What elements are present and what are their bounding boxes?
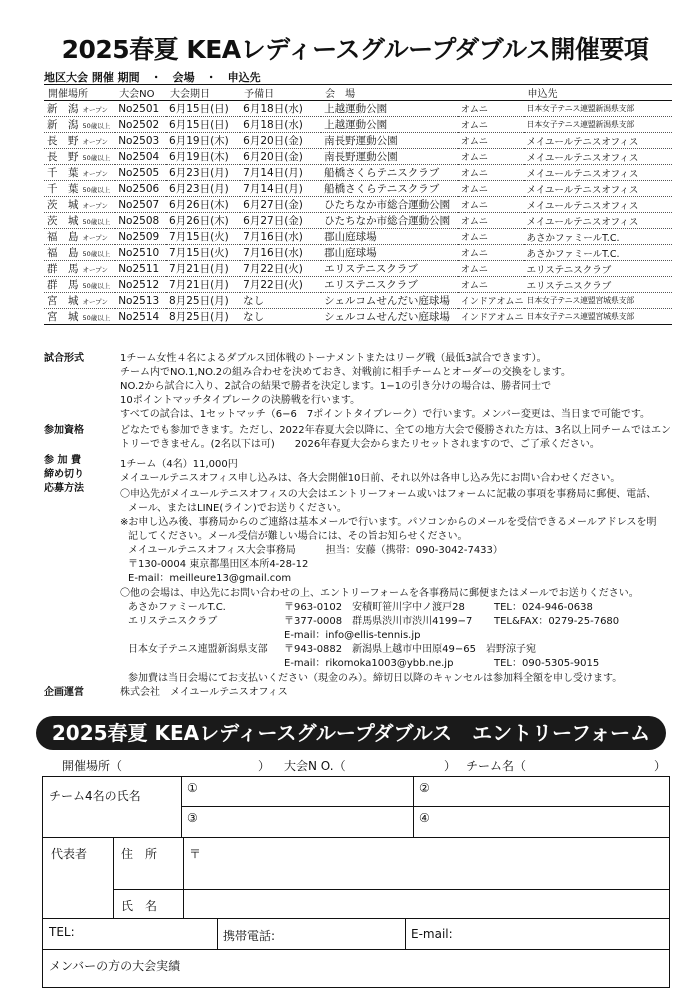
reserve-date-cell: 6月27日(金) xyxy=(240,197,321,213)
divider xyxy=(413,777,414,837)
eligibility-line: トリーできません。(2名以下は可) 2026年春夏大会からまたリセットされますので、ご了承ください。 xyxy=(120,439,600,450)
contact-email: E-mail：rikomoka1003@ybb.ne.jp xyxy=(284,658,454,669)
contact-email: E-mail：info@ellis-tennis.jp xyxy=(284,630,421,641)
method-line: 〇他の会場は、申込先にお問い合わせの上、エントリーフォームを各事務局に郵便またはメールでお送りください。 xyxy=(120,588,639,599)
entry-form-grid xyxy=(42,776,670,988)
divider xyxy=(43,918,669,919)
member-3-field[interactable]: ③ xyxy=(187,811,198,825)
venue-cell: エリステニスクラブ xyxy=(321,277,458,293)
method-line: 〇申込先がメイユールテニスオフィスの大会はエントリーフォーム或いはフォームに記載の事項を事務局に郵便、電話、 xyxy=(120,489,657,500)
table-row xyxy=(44,117,672,133)
header-place: 開催場所 xyxy=(44,85,115,101)
table-row xyxy=(44,229,672,245)
reserve-date-cell: 7月16日(水) xyxy=(240,229,321,245)
date-cell: 6月15日(日) xyxy=(166,117,240,133)
place-cell xyxy=(44,165,115,181)
member-4-field[interactable]: ④ xyxy=(419,811,430,825)
record-field[interactable] xyxy=(203,953,663,983)
place-name: 福 島 xyxy=(47,247,79,259)
surface-cell: インドアオムニ xyxy=(458,309,524,325)
place-name: 宮 城 xyxy=(47,295,79,307)
deadline-label: 締め切り xyxy=(44,469,84,480)
reserve-date-cell: 6月18日(水) xyxy=(240,117,321,133)
table-row xyxy=(44,197,672,213)
venue-cell: 南長野運動公園 xyxy=(321,133,458,149)
surface-cell: オムニ xyxy=(458,149,524,165)
applicant-cell: エリステニスクラブ xyxy=(524,261,673,277)
divider xyxy=(43,837,669,838)
place-cell xyxy=(44,277,115,293)
fee-label: 参 加 費 xyxy=(44,455,81,466)
header-applicant: 申込先 xyxy=(524,85,673,101)
divider xyxy=(183,837,184,918)
event-no-cell: No2509 xyxy=(115,229,166,245)
venue-cell: エリステニスクラブ xyxy=(321,261,458,277)
place-name: 長 野 xyxy=(47,151,79,163)
place-name: 新 潟 xyxy=(47,103,79,115)
contact-address: 〒963-0102 安積町笹川字中ノ渡戸28 xyxy=(284,602,465,613)
date-cell: 6月26日(木) xyxy=(166,197,240,213)
venue-label: 開催場所（ xyxy=(62,759,123,773)
entry-form-banner: 2025春夏 KEAレディースグループダブルス エントリーフォーム xyxy=(36,716,666,750)
divider xyxy=(113,889,669,890)
date-cell: 8月25日(月) xyxy=(166,293,240,309)
place-cell xyxy=(44,245,115,261)
rep-name-label: 氏 名 xyxy=(121,899,158,913)
event-no-cell: No2506 xyxy=(115,181,166,197)
method-line: メール、またはLINE(ライン)でお送りください。 xyxy=(128,503,347,514)
contact-name: 日本女子テニス連盟新潟県支部 xyxy=(128,644,268,655)
contact-tel: TEL：090-5305-9015 xyxy=(494,658,600,669)
date-cell: 7月21日(月) xyxy=(166,261,240,277)
table-row xyxy=(44,181,672,197)
category-tag: 50歳以上 xyxy=(82,186,111,194)
place-cell xyxy=(44,197,115,213)
organizer-label: 企画運営 xyxy=(44,687,84,698)
header-venue: 会 場 xyxy=(321,85,458,101)
format-line: すべての試合は、1セットマッチ（6−6 7ポイントタイブレーク）で行います。メンバー変更は、当日まで可能です。 xyxy=(120,409,651,420)
event-no-cell: No2513 xyxy=(115,293,166,309)
section-subtitle: 地区大会 開催 期間 ・ 会場 ・ 申込先 xyxy=(44,71,261,84)
email-field[interactable] xyxy=(467,922,663,944)
place-name: 群 馬 xyxy=(47,263,79,275)
contact-name: エリステニスクラブ xyxy=(128,616,218,627)
event-no-label: 大会N O.（ xyxy=(284,759,346,773)
date-cell: 6月23日(月) xyxy=(166,165,240,181)
date-cell: 6月15日(日) xyxy=(166,101,240,117)
venue-cell: 上越運動公園 xyxy=(321,117,458,133)
payment-note: 参加費は当日会場にてお支払いください（現金のみ）。締切日以降のキャンセルは参加料全額を申し受けます。 xyxy=(128,673,623,684)
contact-name: あさかファミールT.C. xyxy=(128,602,226,613)
applicant-cell: メイユールテニスオフィス xyxy=(524,213,673,229)
divider xyxy=(217,918,218,949)
reserve-date-cell: 7月22日(火) xyxy=(240,277,321,293)
event-no-cell: No2505 xyxy=(115,165,166,181)
divider xyxy=(181,806,669,807)
surface-cell: オムニ xyxy=(458,117,524,133)
place-name: 茨 城 xyxy=(47,199,79,211)
table-row xyxy=(44,309,672,325)
place-cell xyxy=(44,213,115,229)
category-tag: 50歳以上 xyxy=(82,218,111,226)
contact-address: 〒377-0008 群馬県渋川市渋川4199−7 xyxy=(284,616,473,627)
place-name: 長 野 xyxy=(47,135,79,147)
place-cell xyxy=(44,309,115,325)
format-line: チーム内でNO.1,NO.2の組み合わせを決めておき、対戦前に相手チームとオーダーの交換をします。 xyxy=(120,367,571,378)
applicant-cell: 日本女子テニス連盟新潟県支部 xyxy=(524,117,673,133)
category-tag: オープン xyxy=(82,170,108,178)
surface-cell: インドアオムニ xyxy=(458,293,524,309)
method-label: 応募方法 xyxy=(44,483,84,494)
format-line: NO.2から試合に入り、2試合の結果で勝者を決定します。1−1の引き分けの場合は、勝者同士で xyxy=(120,381,552,392)
contact-tel: TEL&FAX：0279-25-7680 xyxy=(494,616,620,627)
method-line: E-mail：meilleure13@gmail.com xyxy=(128,573,292,584)
table-row xyxy=(44,101,672,117)
header-no: 大会NO xyxy=(115,85,166,101)
applicant-cell: エリステニスクラブ xyxy=(524,277,673,293)
place-name: 群 馬 xyxy=(47,279,79,291)
table-row xyxy=(44,261,672,277)
format-line: 10ポイントマッチタイブレークの決勝戦を行います。 xyxy=(120,395,361,406)
format-line: 1チーム女性４名によるダブルス団体戦のトーナメントまたはリーグ戦（最低3試合できます）。 xyxy=(120,353,547,364)
table-row xyxy=(44,293,672,309)
table-row xyxy=(44,133,672,149)
venue-cell: ひたちなか市総合運動公園 xyxy=(321,197,458,213)
event-no-close: ） xyxy=(444,759,457,773)
category-tag: 50歳以上 xyxy=(82,250,111,258)
reserve-date-cell: 7月14日(月) xyxy=(240,165,321,181)
event-no-cell: No2510 xyxy=(115,245,166,261)
divider xyxy=(405,918,406,949)
surface-cell: オムニ xyxy=(458,181,524,197)
team-input[interactable] xyxy=(542,757,652,771)
place-cell xyxy=(44,293,115,309)
contact-address: 〒943-0882 新潟県上越市中田原49−65 岩野涼子宛 xyxy=(284,644,536,655)
method-line: ※お申し込み後、事務局からのご連絡は基本メールで行います。パソコンからのメールを受信できるメールアドレスを明 xyxy=(120,517,657,528)
reserve-date-cell: 7月14日(月) xyxy=(240,181,321,197)
page-title: 2025春夏 KEAレディースグループダブルス開催要項 xyxy=(61,35,649,64)
applicant-cell: メイユールテニスオフィス xyxy=(524,197,673,213)
surface-cell: オムニ xyxy=(458,229,524,245)
team-label: チーム名（ xyxy=(466,759,527,773)
event-no-cell: No2508 xyxy=(115,213,166,229)
reserve-date-cell: 6月20日(金) xyxy=(240,149,321,165)
method-line: メイユールテニスオフィス大会事務局 担当：安藤（携帯：090-3042-7433） xyxy=(128,545,503,556)
email-label: E-mail: xyxy=(411,927,453,941)
tel-label: TEL: xyxy=(49,925,75,939)
table-row xyxy=(44,165,672,181)
category-tag: オープン xyxy=(82,106,108,114)
venue-cell: 南長野運動公園 xyxy=(321,149,458,165)
address-label: 住 所 xyxy=(121,847,158,861)
place-cell xyxy=(44,133,115,149)
deadline-text: メイユールテニスオフィス申し込みは、各大会開催10日前、それ以外は各申し込み先にお問い合わせください。 xyxy=(120,473,621,484)
date-cell: 6月19日(木) xyxy=(166,149,240,165)
venue-cell: シェルコムせんだい庭球場 xyxy=(321,309,458,325)
category-tag: 50歳以上 xyxy=(82,314,111,322)
place-name: 千 葉 xyxy=(47,167,79,179)
venue-cell: 郡山庭球場 xyxy=(321,229,458,245)
venue-cell: 郡山庭球場 xyxy=(321,245,458,261)
reserve-date-cell: 6月20日(金) xyxy=(240,133,321,149)
date-cell: 6月23日(月) xyxy=(166,181,240,197)
surface-cell: オムニ xyxy=(458,197,524,213)
surface-cell: オムニ xyxy=(458,133,524,149)
place-name: 茨 城 xyxy=(47,215,79,227)
eligibility-label: 参加資格 xyxy=(44,425,84,436)
place-name: 千 葉 xyxy=(47,183,79,195)
method-line: 記してください。メール受信が難しい場合には、その旨お知らせください。 xyxy=(128,531,468,542)
venue-cell: ひたちなか市総合運動公園 xyxy=(321,213,458,229)
date-cell: 7月15日(火) xyxy=(166,245,240,261)
event-no-cell: No2511 xyxy=(115,261,166,277)
place-cell xyxy=(44,261,115,277)
event-no-cell: No2514 xyxy=(115,309,166,325)
applicant-cell: メイユールテニスオフィス xyxy=(524,133,673,149)
date-cell: 7月21日(月) xyxy=(166,277,240,293)
category-tag: 50歳以上 xyxy=(82,282,111,290)
venue-cell: 船橋さくらテニスクラブ xyxy=(321,181,458,197)
fee-text: 1チーム（4名）11,000円 xyxy=(120,459,238,470)
place-cell xyxy=(44,101,115,117)
contact-tel: TEL：024-946-0638 xyxy=(494,602,593,613)
record-label: メンバーの方の大会実績 xyxy=(49,959,181,973)
reserve-date-cell: 7月22日(火) xyxy=(240,261,321,277)
event-no-cell: No2507 xyxy=(115,197,166,213)
mobile-field[interactable] xyxy=(291,922,399,944)
reserve-date-cell: 6月18日(水) xyxy=(240,101,321,117)
member-2-field[interactable]: ② xyxy=(419,781,430,795)
header-date: 大会期日 xyxy=(166,85,240,101)
category-tag: 50歳以上 xyxy=(82,154,111,162)
venue-cell: シェルコムせんだい庭球場 xyxy=(321,293,458,309)
event-no-cell: No2503 xyxy=(115,133,166,149)
event-no-cell: No2512 xyxy=(115,277,166,293)
rep-name-field[interactable] xyxy=(189,893,659,913)
date-cell: 7月15日(火) xyxy=(166,229,240,245)
place-cell xyxy=(44,117,115,133)
category-tag: オープン xyxy=(82,202,108,210)
surface-cell: オムニ xyxy=(458,213,524,229)
date-cell: 6月19日(木) xyxy=(166,133,240,149)
place-cell xyxy=(44,229,115,245)
event-no-cell: No2502 xyxy=(115,117,166,133)
divider xyxy=(43,949,669,950)
applicant-cell: あさかファミールT.C. xyxy=(524,229,673,245)
venue-cell: 上越運動公園 xyxy=(321,101,458,117)
applicant-cell: 日本女子テニス連盟宮城県支部 xyxy=(524,293,673,309)
category-tag: オープン xyxy=(82,266,108,274)
divider xyxy=(113,837,114,918)
date-cell: 8月25日(月) xyxy=(166,309,240,325)
method-line: 〒130-0004 東京都墨田区本所4-28-12 xyxy=(128,559,309,570)
category-tag: オープン xyxy=(82,298,108,306)
surface-cell: オムニ xyxy=(458,277,524,293)
venue-input[interactable] xyxy=(152,757,262,771)
venue-cell: 船橋さくらテニスクラブ xyxy=(321,165,458,181)
surface-cell: オムニ xyxy=(458,245,524,261)
reserve-date-cell: なし xyxy=(240,309,321,325)
format-label: 試合形式 xyxy=(44,353,84,364)
applicant-cell: 日本女子テニス連盟宮城県支部 xyxy=(524,309,673,325)
applicant-cell: 日本女子テニス連盟新潟県支部 xyxy=(524,101,673,117)
venue-close: ） xyxy=(258,759,271,773)
header-surface xyxy=(458,85,524,101)
place-cell xyxy=(44,181,115,197)
place-name: 新 潟 xyxy=(47,119,79,131)
table-header-row xyxy=(44,85,672,101)
date-cell: 6月26日(木) xyxy=(166,213,240,229)
place-cell xyxy=(44,149,115,165)
table-row xyxy=(44,149,672,165)
organizer-text: 株式会社 メイユールテニスオフィス xyxy=(120,687,288,698)
schedule-table xyxy=(44,84,672,325)
surface-cell: オムニ xyxy=(458,165,524,181)
reserve-date-cell: 7月16日(水) xyxy=(240,245,321,261)
header-reserve: 予備日 xyxy=(240,85,321,101)
applicant-cell: メイユールテニスオフィス xyxy=(524,149,673,165)
address-field[interactable]: 〒 xyxy=(189,847,202,861)
table-row xyxy=(44,213,672,229)
members-label: チーム4名の氏名 xyxy=(49,789,141,803)
place-name: 福 島 xyxy=(47,231,79,243)
category-tag: 50歳以上 xyxy=(82,122,111,130)
place-name: 宮 城 xyxy=(47,311,79,323)
surface-cell: オムニ xyxy=(458,261,524,277)
representative-label: 代表者 xyxy=(51,847,88,861)
applicant-cell: あさかファミールT.C. xyxy=(524,245,673,261)
category-tag: オープン xyxy=(82,138,108,146)
surface-cell: オムニ xyxy=(458,101,524,117)
divider xyxy=(181,777,182,837)
mobile-label: 携帯電話: xyxy=(223,929,276,943)
category-tag: オープン xyxy=(82,234,108,242)
event-no-cell: No2504 xyxy=(115,149,166,165)
tel-field[interactable] xyxy=(93,922,211,944)
applicant-cell: メイユールテニスオフィス xyxy=(524,181,673,197)
team-close: ） xyxy=(654,759,667,773)
eligibility-line: どなたでも参加できます。ただし、2022年春夏大会以降に、全ての地方大会で優勝された方は、3名以上同チームではエン xyxy=(120,425,672,436)
event-no-cell: No2501 xyxy=(115,101,166,117)
event-no-input[interactable] xyxy=(368,757,448,771)
table-row xyxy=(44,245,672,261)
member-1-field[interactable]: ① xyxy=(187,781,198,795)
reserve-date-cell: なし xyxy=(240,293,321,309)
reserve-date-cell: 6月27日(金) xyxy=(240,213,321,229)
table-row xyxy=(44,277,672,293)
applicant-cell: メイユールテニスオフィス xyxy=(524,165,673,181)
